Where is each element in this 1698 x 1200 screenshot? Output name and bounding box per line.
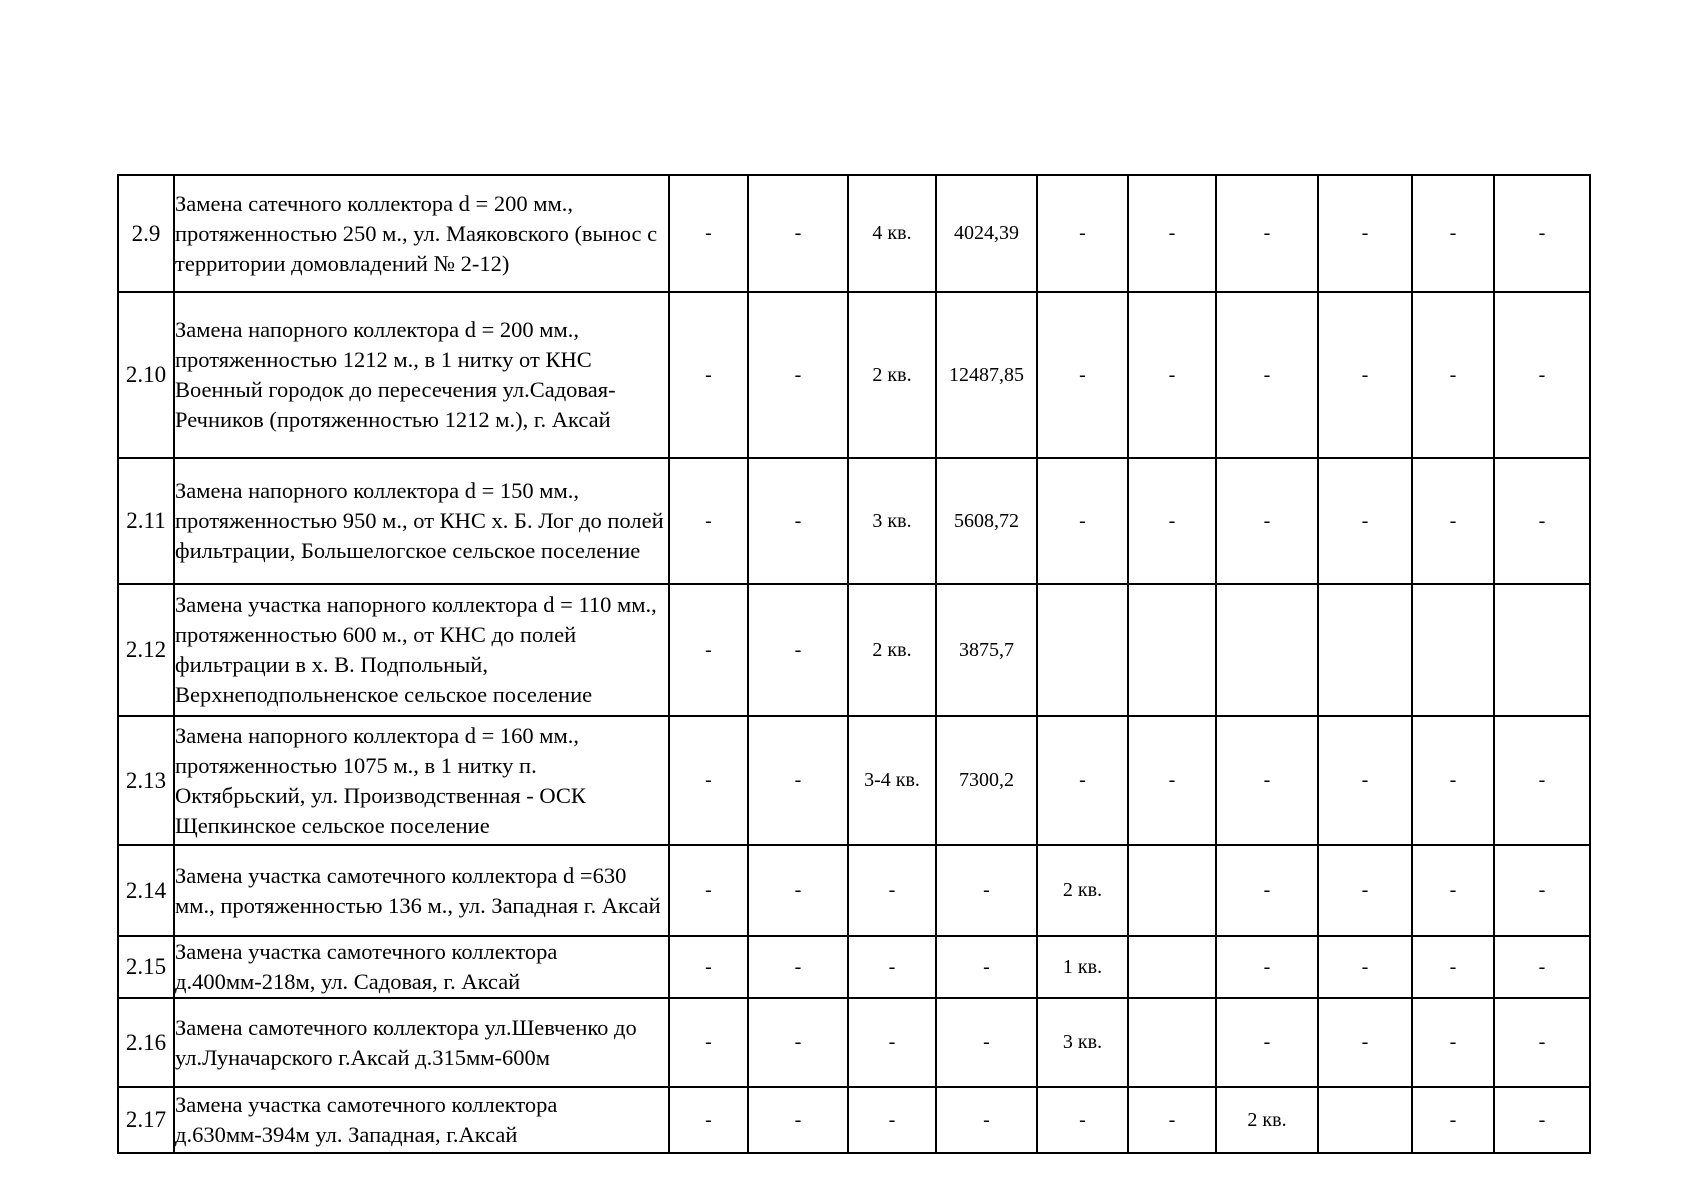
table-cell: - <box>1216 175 1318 292</box>
row-number: 2.12 <box>118 584 174 716</box>
table-cell: - <box>1412 845 1494 936</box>
table-row <box>118 458 1590 584</box>
table-cell: - <box>669 1087 748 1153</box>
table-cell <box>1318 584 1412 716</box>
table-cell: - <box>1216 845 1318 936</box>
table-cell: - <box>1318 175 1412 292</box>
table-row <box>118 584 1590 716</box>
table-cell: - <box>748 716 848 845</box>
table-cell: 2 кв. <box>848 584 936 716</box>
table-cell: - <box>1037 716 1128 845</box>
table-cell: - <box>1216 936 1318 998</box>
table-row <box>118 998 1590 1087</box>
table-cell: - <box>1412 716 1494 845</box>
table-cell: - <box>669 458 748 584</box>
table-row <box>118 845 1590 936</box>
work-description: Замена напорного коллектора d = 200 мм., протяженностью 1212 м., в 1 нитку от КНС Военный городок до пересечения ул.Садовая-Речников (протяженностью 1212 м.), г. Аксай <box>174 292 669 458</box>
table-cell: - <box>1037 175 1128 292</box>
table-row <box>118 292 1590 458</box>
table-cell: 3 кв. <box>1037 998 1128 1087</box>
table-cell: - <box>1037 1087 1128 1153</box>
table-cell: 7300,2 <box>936 716 1037 845</box>
table-cell: - <box>748 845 848 936</box>
table-cell: 1 кв. <box>1037 936 1128 998</box>
table-cell: - <box>1494 936 1590 998</box>
work-description: Замена участка самотечного коллектора д.630мм-394м ул. Западная, г.Аксай <box>174 1087 669 1153</box>
table-cell: - <box>1037 292 1128 458</box>
table-cell: - <box>1128 716 1216 845</box>
row-number: 2.16 <box>118 998 174 1087</box>
table-row <box>118 175 1590 292</box>
table-cell: - <box>748 998 848 1087</box>
table-cell: - <box>1128 458 1216 584</box>
table-cell: - <box>1412 175 1494 292</box>
row-number: 2.9 <box>118 175 174 292</box>
work-description: Замена напорного коллектора d = 150 мм., протяженностью 950 м., от КНС х. Б. Лог до полей фильтрации, Большелогское сельское поселение <box>174 458 669 584</box>
row-number: 2.14 <box>118 845 174 936</box>
table-cell: - <box>1216 998 1318 1087</box>
table-cell: - <box>1128 175 1216 292</box>
table-cell <box>1216 584 1318 716</box>
table-cell: - <box>1412 292 1494 458</box>
table-row <box>118 936 1590 998</box>
table-cell: 5608,72 <box>936 458 1037 584</box>
table-cell: - <box>1128 1087 1216 1153</box>
table-cell: - <box>748 1087 848 1153</box>
table-cell: - <box>1216 292 1318 458</box>
table-cell: - <box>669 292 748 458</box>
table-cell <box>1128 998 1216 1087</box>
table-row <box>118 716 1590 845</box>
row-number: 2.10 <box>118 292 174 458</box>
table-cell: - <box>1494 458 1590 584</box>
work-description: Замена участка напорного коллектора d = 110 мм., протяженностью 600 м., от КНС до полей фильтрации в х. В. Подпольный, Верхнеподпольненское сельское поселение <box>174 584 669 716</box>
table-cell <box>1037 584 1128 716</box>
table-cell <box>1412 584 1494 716</box>
table-cell: - <box>936 1087 1037 1153</box>
table-cell: 3 кв. <box>848 458 936 584</box>
table-cell: - <box>669 845 748 936</box>
table-cell: - <box>1037 458 1128 584</box>
table-cell: 3875,7 <box>936 584 1037 716</box>
table-cell: - <box>748 175 848 292</box>
table-cell: 3-4 кв. <box>848 716 936 845</box>
table-cell: - <box>848 998 936 1087</box>
table-cell: - <box>1494 175 1590 292</box>
table-cell: 2 кв. <box>848 292 936 458</box>
table-cell: 4 кв. <box>848 175 936 292</box>
work-description: Замена участка самотечного коллектора д.400мм-218м, ул. Садовая, г. Аксай <box>174 936 669 998</box>
table-cell: - <box>936 845 1037 936</box>
table-cell: - <box>1318 845 1412 936</box>
table-cell: - <box>1216 716 1318 845</box>
table-cell: - <box>1412 458 1494 584</box>
table-cell: - <box>669 936 748 998</box>
table-cell: - <box>669 998 748 1087</box>
table-cell: - <box>669 175 748 292</box>
table-cell: - <box>748 292 848 458</box>
work-description: Замена участка самотечного коллектора d =630 мм., протяженностью 136 м., ул. Западная г. Аксай <box>174 845 669 936</box>
table-cell: - <box>848 845 936 936</box>
table-cell: - <box>1494 292 1590 458</box>
table-cell: - <box>1318 936 1412 998</box>
table-cell: - <box>1318 716 1412 845</box>
table-cell: 4024,39 <box>936 175 1037 292</box>
table-cell: - <box>1318 458 1412 584</box>
table-cell: - <box>1494 716 1590 845</box>
table-cell <box>1128 584 1216 716</box>
table-cell: 2 кв. <box>1216 1087 1318 1153</box>
table-cell: - <box>669 716 748 845</box>
row-number: 2.15 <box>118 936 174 998</box>
row-number: 2.11 <box>118 458 174 584</box>
row-number: 2.17 <box>118 1087 174 1153</box>
table-cell: - <box>1412 998 1494 1087</box>
table-cell: - <box>1494 845 1590 936</box>
table-cell: - <box>669 584 748 716</box>
table-cell: - <box>748 936 848 998</box>
table-cell: - <box>748 458 848 584</box>
table-cell <box>1318 1087 1412 1153</box>
table-cell: - <box>1494 998 1590 1087</box>
table-cell: - <box>1318 998 1412 1087</box>
work-description: Замена сатечного коллектора d = 200 мм., протяженностью 250 м., ул. Маяковского (вынос с территории домовладений № 2-12) <box>174 175 669 292</box>
table-cell: - <box>1216 458 1318 584</box>
table-cell <box>1494 584 1590 716</box>
table-cell: - <box>1412 1087 1494 1153</box>
table-row <box>118 1087 1590 1153</box>
table-cell: - <box>936 936 1037 998</box>
table-cell <box>1128 845 1216 936</box>
table-cell: - <box>1412 936 1494 998</box>
works-table <box>117 174 1591 1154</box>
table-cell: - <box>936 998 1037 1087</box>
table-cell: - <box>848 936 936 998</box>
work-description: Замена самотечного коллектора ул.Шевченко до ул.Луначарского г.Аксай д.315мм-600м <box>174 998 669 1087</box>
table-cell <box>1128 936 1216 998</box>
table-cell: - <box>1494 1087 1590 1153</box>
work-description: Замена напорного коллектора d = 160 мм., протяженностью 1075 м., в 1 нитку п. Октябрьский, ул. Производственная - ОСК Щепкинское сельское поселение <box>174 716 669 845</box>
table-cell: - <box>1128 292 1216 458</box>
table-cell: - <box>1318 292 1412 458</box>
table-cell: 2 кв. <box>1037 845 1128 936</box>
row-number: 2.13 <box>118 716 174 845</box>
table-cell: - <box>848 1087 936 1153</box>
table-cell: - <box>748 584 848 716</box>
table-cell: 12487,85 <box>936 292 1037 458</box>
